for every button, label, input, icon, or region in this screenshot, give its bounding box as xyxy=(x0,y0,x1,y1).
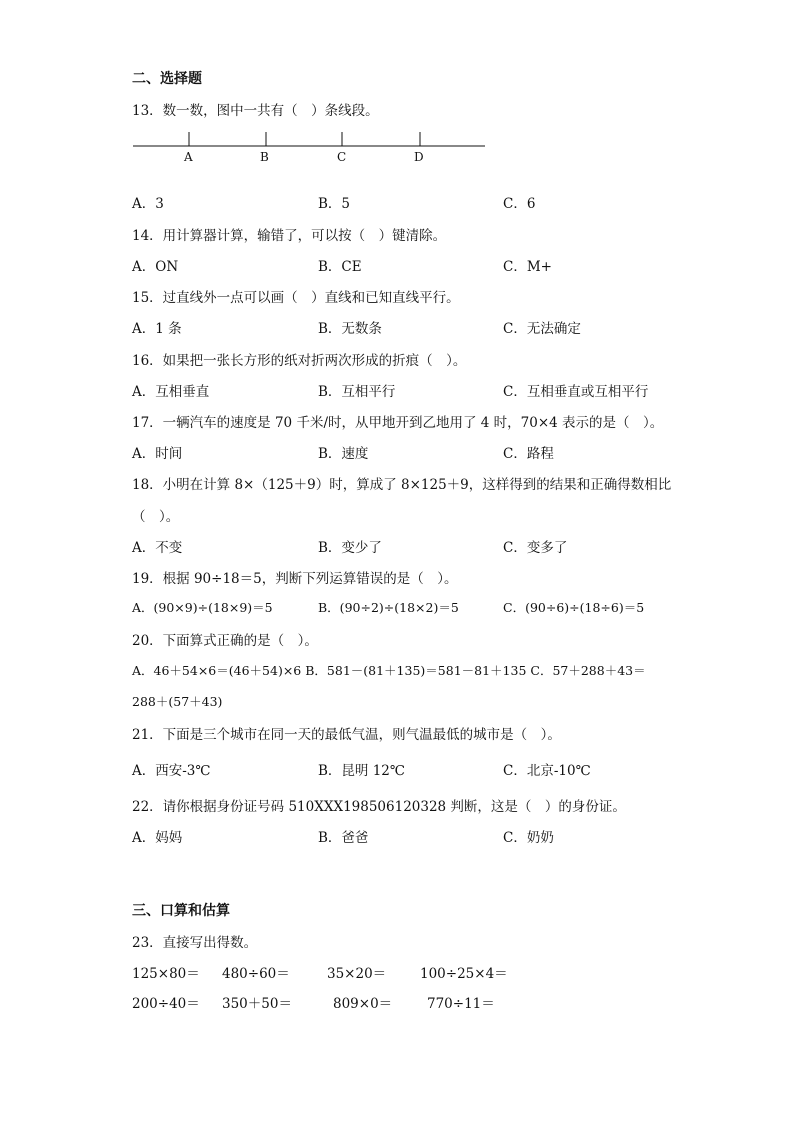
point-label-b: B xyxy=(260,150,269,164)
q16-option-c[interactable]: C．互相垂直或互相平行 xyxy=(503,384,649,400)
point-label-d: D xyxy=(414,150,424,164)
q17-option-b[interactable]: B．速度 xyxy=(318,446,369,462)
section-title-mental-math: 三、口算和估算 xyxy=(132,903,230,919)
q16-option-a[interactable]: A．互相垂直 xyxy=(132,384,210,400)
point-label-c: C xyxy=(337,150,347,164)
q19-option-c[interactable]: C．(90÷6)÷(18÷6)＝5 xyxy=(503,600,645,615)
question-14-stem: 14．用计算器计算，输错了，可以按（ ）键清除。 xyxy=(132,228,447,244)
q19-option-b[interactable]: B．(90÷2)÷(18×2)＝5 xyxy=(318,600,459,615)
q22-option-c[interactable]: C．奶奶 xyxy=(503,830,554,846)
q14-option-c[interactable]: C．M+ xyxy=(503,259,552,275)
point-label-a: A xyxy=(184,150,193,164)
q20-options-line-cont[interactable]: 288＋(57＋43) xyxy=(132,694,223,709)
question-15-stem: 15．过直线外一点可以画（ ）直线和已知直线平行。 xyxy=(132,290,460,306)
question-23-stem: 23．直接写出得数。 xyxy=(132,935,258,951)
calc-item: 809×0＝ xyxy=(333,996,393,1012)
section-title-choice: 二、选择题 xyxy=(132,71,202,87)
q14-option-a[interactable]: A．ON xyxy=(132,259,179,275)
calc-item: 770÷11＝ xyxy=(427,996,495,1012)
question-20-stem: 20．下面算式正确的是（ ）。 xyxy=(132,633,318,649)
q14-option-b[interactable]: B．CE xyxy=(318,259,362,275)
q21-option-b[interactable]: B．昆明 12℃ xyxy=(318,763,405,779)
q17-option-c[interactable]: C．路程 xyxy=(503,446,554,462)
calc-item: 200÷40＝ xyxy=(132,996,200,1012)
q18-option-c[interactable]: C．变多了 xyxy=(503,540,568,556)
q21-option-a[interactable]: A．西安-3℃ xyxy=(132,763,211,779)
q13-option-c[interactable]: C．6 xyxy=(503,196,536,212)
calc-item: 350＋50＝ xyxy=(222,996,292,1012)
question-17-stem: 17．一辆汽车的速度是 70 千米/时，从甲地开到乙地用了 4 时，70×4 表示的是（ ）。 xyxy=(132,415,664,431)
calc-item: 125×80＝ xyxy=(132,966,200,982)
q15-option-c[interactable]: C．无法确定 xyxy=(503,321,581,337)
q19-option-a[interactable]: A．(90×9)÷(18×9)＝5 xyxy=(132,600,273,615)
q22-option-b[interactable]: B．爸爸 xyxy=(318,830,369,846)
calc-item: 35×20＝ xyxy=(327,966,387,982)
q18-option-a[interactable]: A．不变 xyxy=(132,540,183,556)
question-19-stem: 19．根据 90÷18＝5，判断下列运算错误的是（ ）。 xyxy=(132,571,458,587)
calc-item: 480÷60＝ xyxy=(222,966,290,982)
question-18-stem: 18．小明在计算 8×（125＋9）时，算成了 8×125＋9，这样得到的结果和正确得数相比 xyxy=(132,477,672,493)
question-21-stem: 21．下面是三个城市在同一天的最低气温，则气温最低的城市是（ ）。 xyxy=(132,727,561,743)
question-22-stem: 22．请你根据身份证号码 510XXX198506120328 判断，这是（ ）的身份证。 xyxy=(132,799,626,815)
calc-item: 100÷25×4＝ xyxy=(420,966,508,982)
q22-option-a[interactable]: A．妈妈 xyxy=(132,830,183,846)
question-18-stem-cont: （ ）。 xyxy=(132,509,180,525)
q21-option-c[interactable]: C．北京-10℃ xyxy=(503,763,591,779)
q15-option-a[interactable]: A．1 条 xyxy=(132,321,182,337)
q13-option-b[interactable]: B．5 xyxy=(318,196,351,212)
q13-option-a[interactable]: A．3 xyxy=(132,196,164,212)
q18-option-b[interactable]: B．变少了 xyxy=(318,540,382,556)
q17-option-a[interactable]: A．时间 xyxy=(132,446,183,462)
q20-options-line[interactable]: A．46＋54×6＝(46＋54)×6 B．581－(81＋135)＝581－81＋135 C．57＋288＋43＝ xyxy=(132,663,646,678)
q16-option-b[interactable]: B．互相平行 xyxy=(318,384,396,400)
question-16-stem: 16．如果把一张长方形的纸对折两次形成的折痕（ ）。 xyxy=(132,353,467,369)
question-13-stem: 13．数一数，图中一共有（ ）条线段。 xyxy=(132,103,379,119)
q15-option-b[interactable]: B．无数条 xyxy=(318,321,382,337)
